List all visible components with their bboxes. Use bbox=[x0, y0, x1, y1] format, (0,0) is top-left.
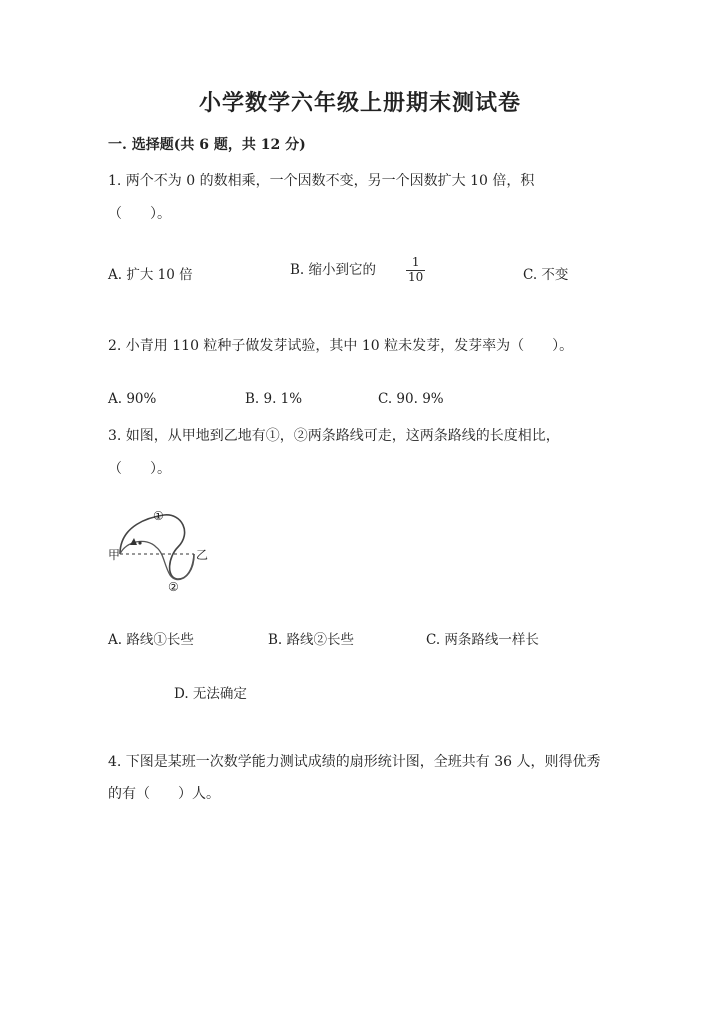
fraction-numerator: 1 bbox=[411, 255, 420, 269]
fraction-denominator: 10 bbox=[408, 269, 424, 284]
route-2-path bbox=[120, 541, 194, 579]
question-2-option-b[interactable]: B. 9. 1% bbox=[245, 391, 303, 407]
question-2-text-line1: 2. 小青用 110 粒种子做发芽试验，其中 10 粒未发芽，发芽率为（ ）。 bbox=[108, 338, 574, 354]
end-point-label: 乙 bbox=[196, 548, 209, 562]
question-4-text-line2: 的有（ ）人。 bbox=[108, 786, 220, 802]
question-1-option-b-text: B. 缩小到它的 bbox=[290, 261, 377, 278]
question-1-option-c[interactable]: C. 不变 bbox=[523, 267, 569, 283]
route-2-label: ② bbox=[168, 580, 179, 594]
question-3-option-d[interactable]: D. 无法确定 bbox=[174, 686, 247, 702]
start-point-label: 甲 bbox=[108, 548, 121, 562]
route-dot bbox=[138, 541, 141, 544]
question-1-option-a[interactable]: A. 扩大 10 倍 bbox=[108, 267, 193, 283]
route-diagram bbox=[106, 505, 236, 604]
question-3-option-c[interactable]: C. 两条路线一样长 bbox=[426, 632, 539, 648]
route-1-label: ① bbox=[153, 509, 164, 523]
question-1-text-line1: 1. 两个不为 0 的数相乘，一个因数不变，另一个因数扩大 10 倍，积 bbox=[108, 173, 535, 189]
route-diagram-svg bbox=[106, 505, 236, 600]
question-1-option-b[interactable] bbox=[290, 256, 425, 285]
fraction-one-tenth bbox=[406, 256, 425, 285]
question-3-option-a[interactable]: A. 路线①长些 bbox=[108, 632, 194, 648]
question-2-option-a[interactable]: A. 90% bbox=[108, 391, 157, 407]
route-1-path bbox=[120, 515, 194, 579]
page-title: 小学数学六年级上册期末测试卷 bbox=[198, 90, 521, 116]
question-4-text-line1: 4. 下图是某班一次数学能力测试成绩的扇形统计图，全班共有 36 人，则得优秀 bbox=[108, 754, 601, 770]
question-1-text-line2: （ ）。 bbox=[108, 206, 171, 222]
question-3-text-line2: （ ）。 bbox=[108, 461, 171, 477]
question-3-text-line1: 3. 如图，从甲地到乙地有①，②两条路线可走，这两条路线的长度相比， bbox=[108, 428, 560, 444]
question-3-option-b[interactable]: B. 路线②长些 bbox=[268, 632, 355, 648]
section-heading: 一. 选择题(共 6 题，共 12 分) bbox=[108, 137, 306, 153]
question-2-option-c[interactable]: C. 90. 9% bbox=[378, 391, 444, 407]
